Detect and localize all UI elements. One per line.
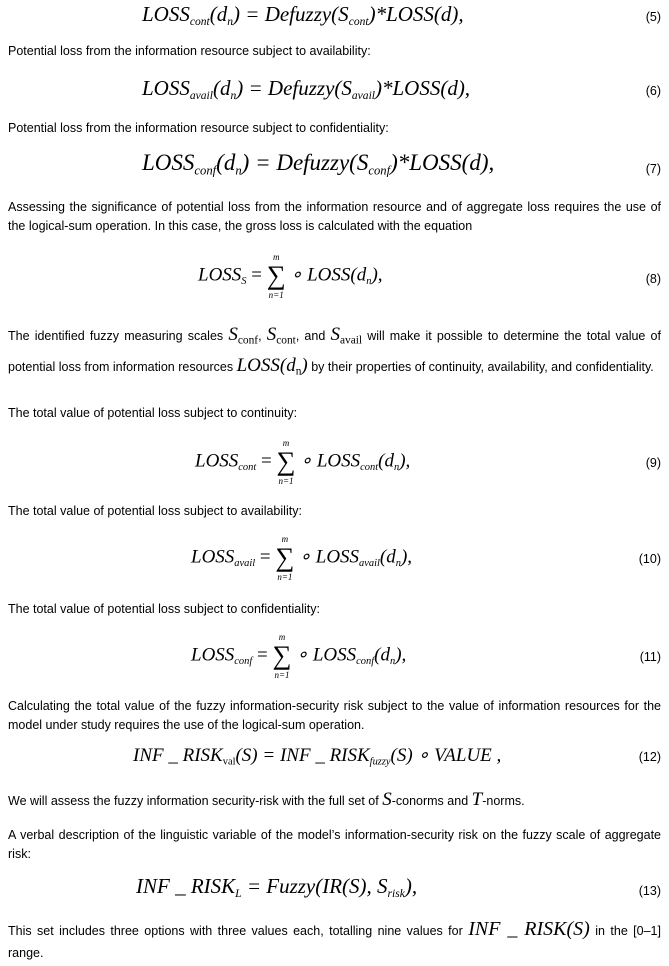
paragraph-conorms: We will assess the fuzzy information security-risk with the full set of S-conorms and T-norms.	[8, 789, 525, 810]
paragraph-availability-intro: Potential loss from the information resource subject to availability:	[8, 44, 371, 58]
summation-symbol: m ∑ n=1	[272, 632, 292, 680]
equation-9-body: $LOSS_{cont}$ = m ∑ n=1 ∘ $LOSS_{cont}(d_n)$,	[195, 438, 411, 486]
equation-6-body: $LOSS_{avail}(d_n)$ = $Defuzzy(S_{avail})*LOSS(d)$,	[142, 76, 471, 103]
equation-number: (8)	[645, 272, 661, 286]
equation-13	[0, 874, 669, 906]
equation-13-body: INF _ $RISK_L$ = Fuzzy(IR(S), $S_{risk}$),	[136, 874, 418, 901]
equation-number: (5)	[645, 10, 661, 24]
equation-number: (11)	[639, 650, 661, 664]
equation-5-body: $LOSS_{cont}(d_n)$ = $Defuzzy(S_{cont})*LOSS(d)$,	[142, 2, 464, 29]
equation-number: (12)	[638, 750, 661, 764]
equation-10	[0, 534, 669, 586]
equation-10-body: $LOSS_{avail}$ = m ∑ n=1 ∘ $LOSS_{avail}(d_n)$,	[191, 534, 413, 582]
equation-number: (9)	[645, 456, 661, 470]
equation-12-body: INF _ $RISK_{val}(S)$ = INF _ $RISK_{fuzzy}(S)$ ∘ VALUE ,	[133, 745, 502, 768]
paragraph-total-availability: The total value of potential loss subject to availability:	[8, 504, 302, 518]
summation-symbol: m ∑ n=1	[276, 438, 296, 486]
paragraph-confidentiality-intro: Potential loss from the information resource subject to confidentiality:	[8, 121, 389, 135]
equation-number: (10)	[638, 552, 661, 566]
equation-7-body: $LOSS_{conf}(d_n)$ = $Defuzzy(S_{conf})*LOSS(d)$,	[142, 150, 495, 178]
equation-7	[0, 150, 669, 184]
equation-6	[0, 76, 669, 106]
paragraph-measuring-scales: The identified fuzzy measuring scales $S_{conf}$, $S_{cont}$, and $S_{avail}$ will make it possible to determine the total value of potential loss from information resources $LOSS(d_n)$ by their properties of continuity, availability, and confidentiality.	[8, 324, 661, 378]
summation-symbol: m ∑ n=1	[266, 252, 286, 300]
equation-11	[0, 632, 669, 684]
paragraph-calculating: Calculating the total value of the fuzzy information-security risk subject to the value of information resources for the model under study requires the use of the logical-sum operation.	[8, 699, 661, 732]
equation-12	[0, 744, 669, 774]
equation-8-body: $LOSS_S$ = m ∑ n=1 ∘ $LOSS(d_n)$,	[198, 252, 383, 300]
equation-9	[0, 438, 669, 490]
paragraph-total-confidentiality: The total value of potential loss subject to confidentiality:	[8, 602, 320, 616]
paragraph-set-options: This set includes three options with three values each, totalling nine values for INF _ RISK(S) in the [0–1] range.	[8, 918, 661, 960]
equation-8	[0, 252, 669, 304]
equation-5	[0, 2, 669, 32]
paragraph-total-continuity: The total value of potential loss subject to continuity:	[8, 406, 298, 420]
equation-number: (6)	[645, 84, 661, 98]
equation-number: (7)	[645, 162, 661, 176]
equation-number: (13)	[638, 884, 661, 898]
paragraph-verbal-description: A verbal description of the linguistic variable of the model’s information-security risk on the fuzzy scale of aggregate risk:	[8, 828, 661, 861]
summation-symbol: m ∑ n=1	[275, 534, 295, 582]
paragraph-assessing: Assessing the significance of potential loss from the information resource and of aggregate loss requires the use of the logical-sum operation. In this case, the gross loss is calculated with the equation	[8, 200, 661, 233]
equation-11-body: $LOSS_{conf}$ = m ∑ n=1 ∘ $LOSS_{conf}(d_n)$,	[191, 632, 407, 680]
